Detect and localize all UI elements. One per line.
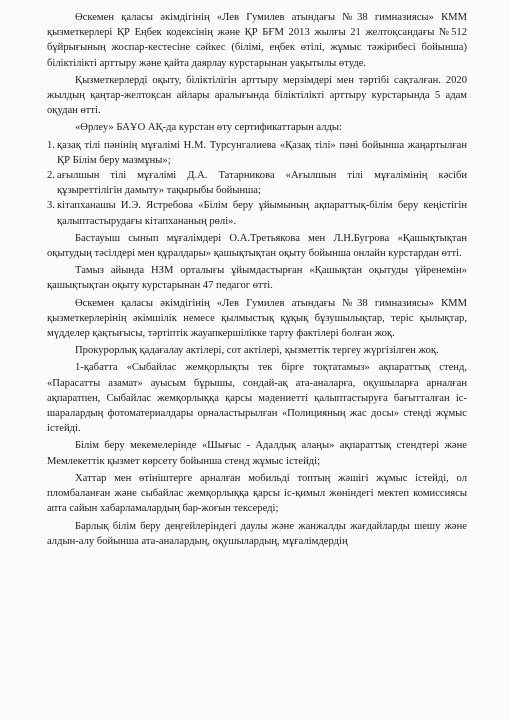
list-item [47, 138, 467, 168]
paragraph-mobile-group-box: Хаттар мен өтініштерге арналған мобильді топтың жәшігі жұмыс істейді, ол пломбаланған және сыбайлас жемқорлыққа қарсы іс-қимыл жөніндегі мектеп комиссиясы апта сайын хабарламалардың бар-жоғын тексереді; [47, 472, 467, 515]
paragraph-certificates: «Өрлеу» БАҰО АҚ-да курстан өту сертификаттарын алды: [75, 122, 342, 134]
list-item-text: ағылшын тілі мұғалімі Д.А. Татарникова «Ағылшын тілі мұғалімінің кәсіби құзыреттілігін дамыту» тақырыбы бойынша; [57, 170, 467, 197]
list-item [47, 198, 467, 228]
paragraph-courses-intro: Өскемен қаласы әкімдігінің «Лев Гумилев атындағы №38 гимназиясы» КММ қызметкерлері ҚР Еңбек кодексінің және ҚР БҒМ 2013 жылғы 21 желтоқсандағы №512 бұйрығының жоспар-кестесіне сәйкес (білімі, еңбек өтілі, жұмыс тәжірибесі бойынша) біліктілікті арттыру және қайта даярлау курстарынан уақытылы өтуде. [47, 12, 467, 69]
certificates-list [47, 138, 467, 229]
list-item-text: қазақ тілі пәнінің мұғалімі Н.М. Турсунгалиева «Қазақ тілі» пәні бойынша жаңартылған ҚР Білім беру мазмұны»; [57, 139, 467, 166]
paragraph-nis-courses: Тамыз айында НЗМ орталығы ұйымдастырған «Қашықтан оқытуды үйренемін» қашықтықтан оқыту курстарынан 47 педагог өтті. [47, 265, 467, 292]
paragraph-no-violations: Өскемен қаласы әкімдігінің «Лев Гумилев атындағы №38 гимназиясы» КММ қызметкерлерінің әкімшілік немесе қылмыстық құқық бұзушылықтар, теріс қылықтар, мүдделер қақтығысы, тәртіптік жауапкершілікке тарту фактілері болған жоқ. [47, 297, 467, 340]
paragraph-training-terms: Қызметкерлерді оқыту, біліктілігін арттыру мерзімдері мен тәртібі сақталған. 2020 жылдың қаңтар-желтоқсан айлары аралығында біліктілікті арттыру курстарында 5 адам оқудан өтті. [47, 74, 467, 117]
list-item-number: 1. [47, 139, 55, 151]
list-item-text: кітапханашы И.Э. Ястребова «Білім беру ұйымының ақпараттық-білім беру кеңістігін қалыптастырудағы кітапхананың рөлі». [57, 200, 467, 227]
paragraph-prosecutor-acts: Прокурорлық қадағалау актілері, сот актілері, қызметтік тергеу жүргізілген жоқ. [75, 345, 439, 357]
paragraph-honesty-stands: Білім беру мекемелерінде «Шығыс - Адалдық алаңы» ақпараттық стендтері және Мемлекеттік қызмет көрсету бойынша стенд жұмыс істейді; [47, 440, 467, 467]
document-body [47, 10, 467, 551]
paragraph-online-courses: Бастауыш сынып мұғалімдері О.А.Третьякова мен Л.Н.Бугрова «Қашықтықтан оқытудың тәсілдері мен құралдары» қашықтықтан оқыту бойынша онлайн курстардан өтті. [47, 232, 467, 260]
list-item-number: 3. [47, 200, 55, 212]
paragraph-conflict-resolution: Барлық білім беру деңгейлеріндегі даулы және жанжалды жағдайларды шешу және алдын-алу бойынша ата-аналардың, оқушылардың, мұғалімдердің [47, 520, 467, 547]
paragraph-info-stand: 1-қабатта «Сыбайлас жемқорлықты тек бірге тоқтатамыз» ақпараттық стенд, «Парасатты азамат» ауысым бұрышы, сондай-ақ ата-аналарға, оқушыларға арналған ақпаратпен, Сыбайлас жемқорлыққа қарсы мәдениетті қалыптастыруға бағытталған іс-шаралардың фотоматериалдары орналастырылған «Полицияның жас досы» стенді жұмыс істейді. [47, 362, 467, 435]
list-item [47, 168, 467, 198]
list-item-number: 2. [47, 170, 55, 182]
